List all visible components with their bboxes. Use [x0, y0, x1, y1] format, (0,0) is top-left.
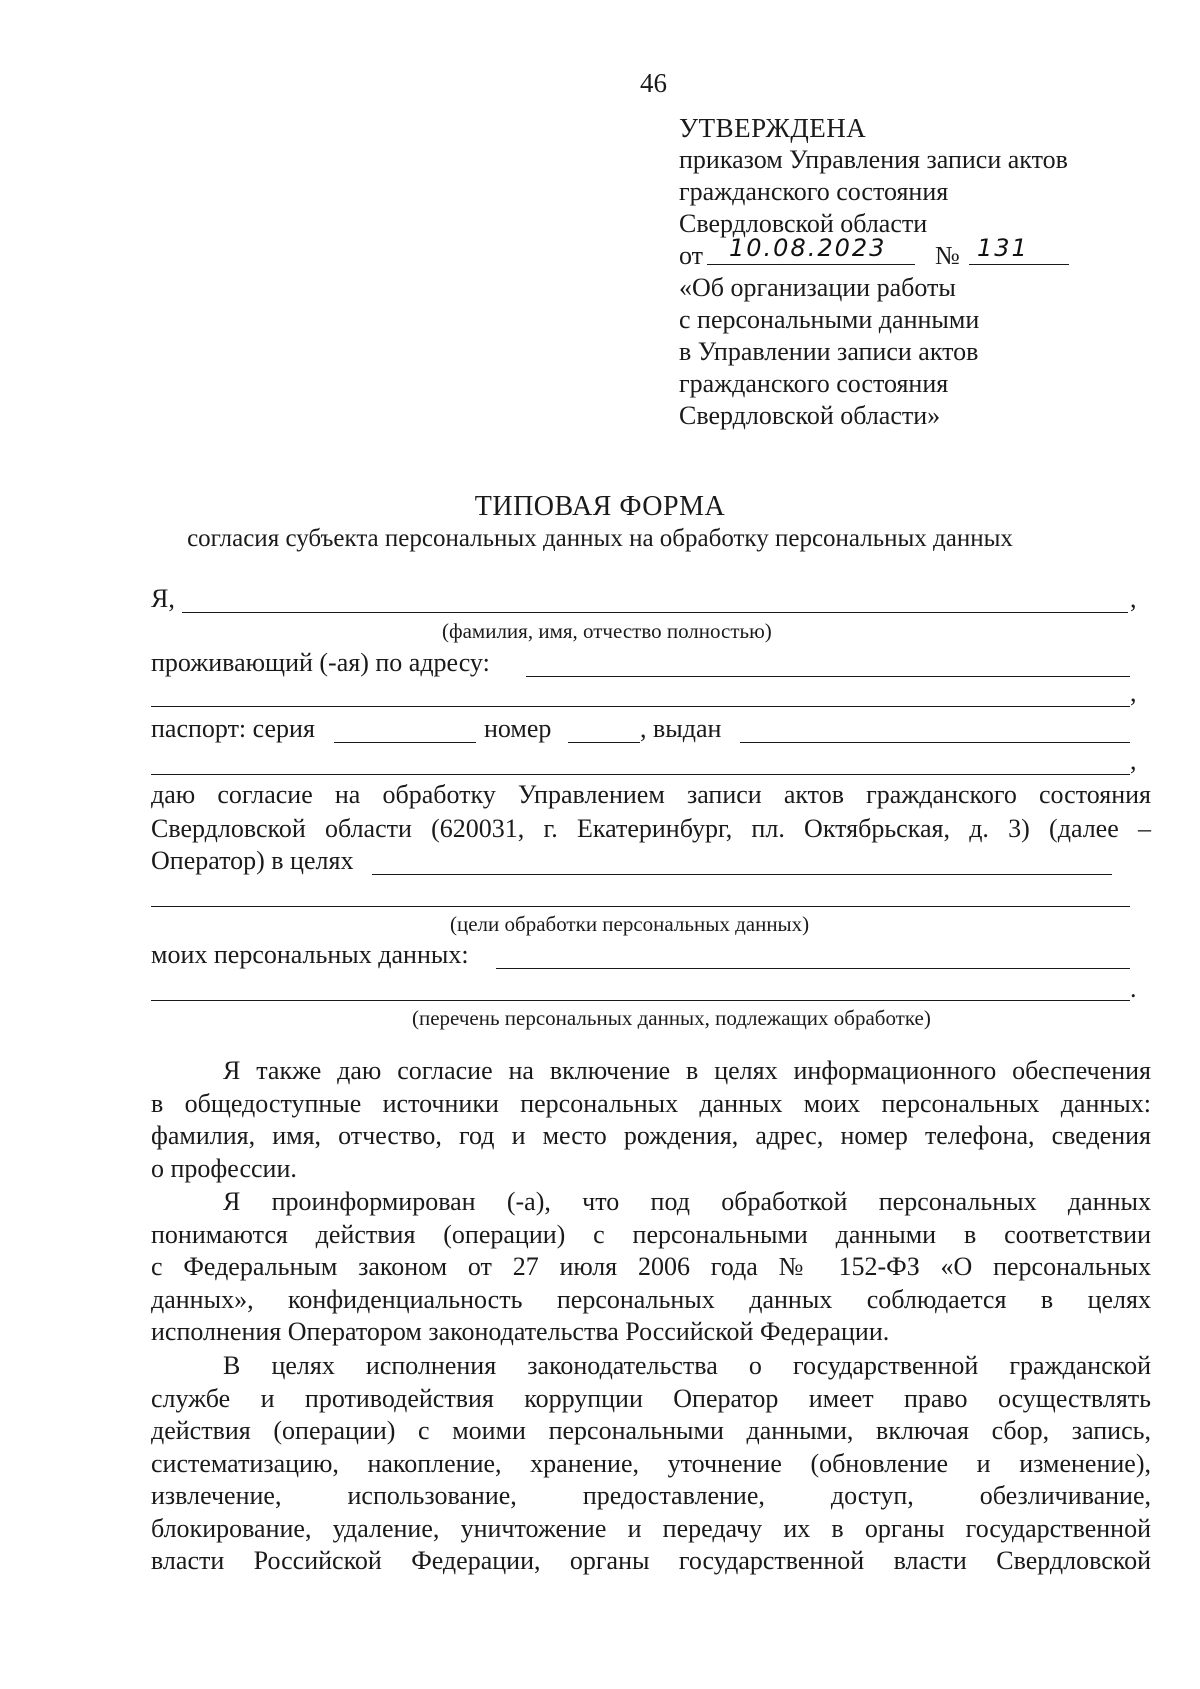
data-field-line-2[interactable]: [151, 1000, 1130, 1001]
passport-number-field[interactable]: [568, 742, 640, 743]
paragraph-line: систематизацию, накопление, хранение, уточнение (обновление и изменение),: [151, 1448, 1151, 1478]
paragraph-public-sources: [151, 1055, 1151, 1185]
paragraph-line: службе и противодействия коррупции Оператор имеет право осуществлять: [151, 1383, 1151, 1413]
approval-block: [679, 112, 1139, 432]
approval-heading: УТВЕРЖДЕНА: [679, 113, 867, 143]
passport-issued-field[interactable]: [740, 742, 1130, 743]
paragraph-line: фамилия, имя, отчество, год и место рождения, адрес, номер телефона, сведения: [151, 1121, 1151, 1150]
i-label: Я,: [151, 584, 175, 613]
order-title-line: гражданского состояния: [679, 369, 949, 398]
passport-issued-field-line-2[interactable]: [151, 774, 1130, 775]
approval-line: гражданского состояния: [679, 177, 949, 206]
purpose-field-line-2[interactable]: [151, 906, 1130, 907]
passport-series-label: паспорт: серия: [151, 714, 315, 743]
data-caption: (перечень персональных данных, подлежащих обработке): [412, 1006, 931, 1030]
address-field[interactable]: [526, 676, 1130, 677]
purpose-label: Оператор) в целях: [151, 846, 354, 875]
data-field[interactable]: [496, 968, 1130, 969]
order-date-number-row: [679, 234, 1139, 272]
data-label: моих персональных данных:: [151, 940, 469, 969]
handwritten-number: 131: [977, 234, 1029, 262]
paragraph-line: исполнения Оператором законодательства Российской Федерации.: [151, 1317, 890, 1346]
order-title-line: «Об организации работы: [679, 273, 956, 302]
address-field-line-2[interactable]: [151, 706, 1130, 707]
paragraph-line: власти Российской Федерации, органы государственной власти Свердловской: [151, 1546, 1151, 1575]
paragraph-line: Я также даю согласие на включение в целях информационного обеспечения: [223, 1056, 1151, 1085]
page-number: 46: [640, 68, 667, 98]
fio-caption: (фамилия, имя, отчество полностью): [442, 619, 772, 643]
data-period: .: [1130, 974, 1137, 1003]
number-prefix: №: [935, 241, 960, 270]
address-comma: ,: [1130, 678, 1137, 707]
consent-text: [151, 778, 1151, 846]
form-subtitle: согласия субъекта персональных данных на обработку персональных данных: [187, 525, 1013, 552]
approval-line: приказом Управления записи актов: [679, 145, 1068, 174]
paragraph-line: данных», конфиденциальность персональных данных соблюдается в целях: [151, 1284, 1151, 1314]
paragraph-line: с Федеральным законом от 27 июля 2006 года № 152-ФЗ «О персональных: [151, 1252, 1151, 1281]
paragraph-line: действия (операции) с моими персональными данными, включая сбор, запись,: [151, 1416, 1151, 1445]
address-label: проживающий (-ая) по адресу:: [151, 648, 490, 677]
paragraph-informed: [151, 1186, 1151, 1349]
purpose-caption: (цели обработки персональных данных): [450, 912, 810, 936]
fio-comma: ,: [1130, 584, 1137, 613]
order-title-line: в Управлении записи актов: [679, 337, 979, 366]
purpose-field[interactable]: [372, 874, 1112, 875]
paragraph-line: понимаются действия (операции) с персональными данными в соответствии: [151, 1219, 1151, 1249]
form-title: ТИПОВАЯ ФОРМА: [474, 491, 726, 522]
order-date-field: [707, 234, 915, 265]
order-title-line: с персональными данными: [679, 305, 980, 334]
date-prefix: от: [679, 241, 704, 270]
consent-line: даю согласие на обработку Управлением записи актов гражданского состояния: [151, 780, 1151, 809]
consent-line: Свердловской области (620031, г. Екатеринбург, пл. Октябрьская, д. 3) (далее –: [151, 814, 1151, 843]
fio-field[interactable]: [182, 612, 1128, 613]
passport-comma: ,: [1130, 746, 1137, 775]
passport-issued-label: , выдан: [640, 714, 722, 743]
paragraph-line: блокирование, удаление, уничтожение и передачу их в органы государственной: [151, 1513, 1151, 1543]
passport-number-label: номер: [484, 714, 552, 743]
approval-line: Свердловской области: [679, 209, 928, 238]
paragraph-line: о профессии.: [151, 1153, 297, 1183]
order-title-line: Свердловской области»: [679, 401, 941, 430]
paragraph-line: Я проинформирован (-а), что под обработкой персональных данных: [223, 1187, 1151, 1216]
paragraph-line: В целях исполнения законодательства о государственной гражданской: [223, 1351, 1151, 1380]
paragraph-line: в общедоступные источники персональных данных моих персональных данных:: [151, 1088, 1151, 1118]
order-number-field: [969, 234, 1069, 265]
paragraph-operator-rights: [151, 1350, 1151, 1578]
passport-series-field[interactable]: [334, 742, 476, 743]
handwritten-date: 10.08.2023: [729, 234, 887, 262]
paragraph-line: извлечение, использование, предоставление, доступ, обезличивание,: [151, 1481, 1151, 1510]
